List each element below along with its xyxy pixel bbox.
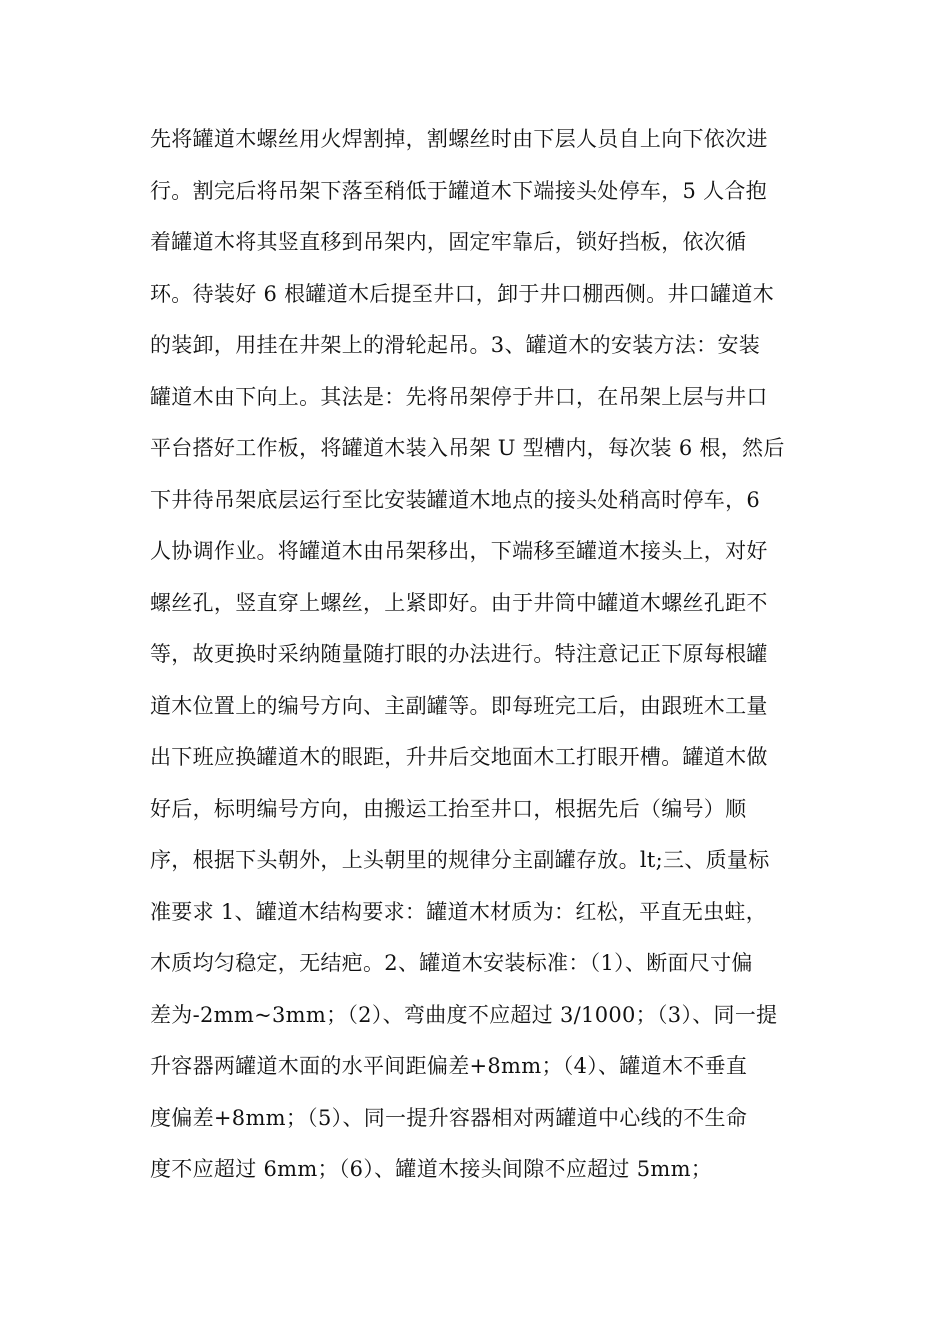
- text-line-19: 升容器两罐道木面的水平间距偏差+8mm；（4）、罐道木不垂直: [150, 1054, 748, 1078]
- text-line-17: 木质均匀稳定，无结疤。2、罐道木安装标准：（1）、断面尺寸偏: [150, 951, 753, 975]
- text-line-16: 准要求 1、罐道木结构要求：罐道木材质为：红松，平直无虫蛀，: [150, 899, 768, 924]
- text-line-9: 人协调作业。将罐道木由吊架移出，下端移至罐道木接头上，对好: [150, 539, 768, 563]
- body-text: [150, 116, 810, 1198]
- text-line-1: 先将罐道木螺丝用火焊割掉，割螺丝时由下层人员自上向下依次进: [150, 127, 768, 151]
- text-line-4: 环。待装好 6 根罐道木后提至井口，卸于井口棚西侧。井口罐道木: [150, 281, 775, 306]
- text-line-5: 的装卸，用挂在井架上的滑轮起吊。3、罐道木的安装方法：安装: [150, 333, 761, 357]
- text-line-15: 序，根据下头朝外，上头朝里的规律分主副罐存放。lt;三、质量标: [150, 848, 770, 872]
- text-line-11: 等，故更换时采纳随量随打眼的办法进行。特注意记正下原每根罐: [150, 642, 768, 666]
- text-line-7: 平台搭好工作板，将罐道木装入吊架 U 型槽内，每次装 6 根，然后: [150, 436, 785, 460]
- text-line-10: 螺丝孔，竖直穿上螺丝，上紧即好。由于井筒中罐道木螺丝孔距不: [150, 590, 768, 615]
- text-line-20: 度偏差+8mm；（5）、同一提升容器相对两罐道中心线的不生命: [150, 1105, 748, 1130]
- text-line-6: 罐道木由下向上。其法是：先将吊架停于井口，在吊架上层与井口: [150, 384, 768, 409]
- text-line-2: 行。割完后将吊架下落至稍低于罐道木下端接头处停车，5 人合抱: [150, 178, 768, 203]
- text-line-3: 着罐道木将其竖直移到吊架内，固定牢靠后，锁好挡板，依次循: [150, 230, 747, 254]
- text-line-13: 出下班应换罐道木的眼距，升井后交地面木工打眼开槽。罐道木做: [150, 745, 768, 769]
- text-line-8: 下井待吊架底层运行至比安装罐道木地点的接头处稍高时停车，6: [150, 487, 761, 512]
- text-line-21: 度不应超过 6mm；（6）、罐道木接头间隙不应超过 5mm；: [150, 1157, 713, 1181]
- text-line-12: 道木位置上的编号方向、主副罐等。即每班完工后，由跟班木工量: [150, 693, 768, 718]
- text-line-18: 差为-2mm~3mm；（2）、弯曲度不应超过 3/1000；（3）、同一提: [150, 1002, 778, 1027]
- text-line-14: 好后，标明编号方向，由搬运工抬至井口，根据先后（编号）顺: [150, 796, 747, 821]
